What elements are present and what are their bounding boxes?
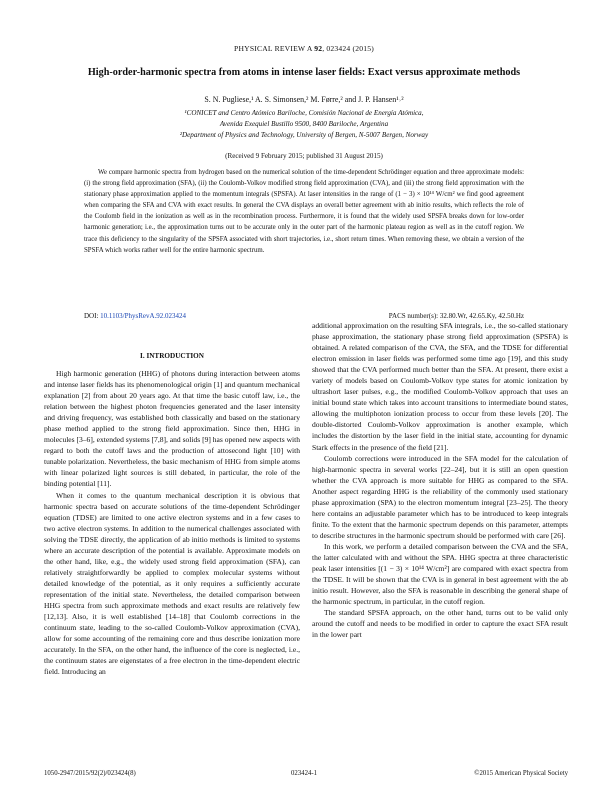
paragraph: When it comes to the quantum mechanical description it is obvious that harmonic spectra based on accurate solutions of the time-dependent Schrödinger equation (TDSE) are limited to one active electron systems and in a few cases to two active electron systems. In addition to the numerical challenges associated with solving the TDSE directly, the application of ab initio methods is limited to systems where an accurate description of the potential is available. Approximate models on the other hand, like, e.g., the widely used strong field approximation (SFA), can relatively straightforwardly be applied to complex molecular systems without detailed knowledge of the potential, as it only requires a sufficiently accurate representation of the initial state. Nevertheless, the detailed comparison between HHG spectra from such approximate methods and exact results are relatively few [12,13]. Also, it is well established [14–18] that Coulomb corrections in the continuum state, leading to the so-called Coulomb-Volkov approximation (CVA), allow for some accounting of the remaining core and thus describe ionization more accurately. In the SFA, on the other hand, the influence of the core is neglected, i.e., the continuum states are eigenstates of a free electron in the time-dependent electric field. Introducing an xyxy=(44,490,300,677)
affiliation-line-1: ¹CONICET and Centro Atómico Bariloche, Comisión Nacional de Energía Atómica, xyxy=(184,109,424,117)
abstract-text: We compare harmonic spectra from hydrogen based on the numerical solution of the time-dependent Schrödinger equation and three approximate models: (i) the strong field approximation (SFA), (ii) the Coulomb-Volkov modified strong field approximation (CVA), and (iii) the strong field approximation with the stationary phase approximation applied to the momentum integrals (SPSFA). At laser intensities in the range of (1 − 3) × 10¹⁴ W/cm² we find good agreement when comparing the SFA and CVA with exact results. In general the CVA displays an overall better agreement with ab initio results, which reflects the role of the Coulomb field in the ionization as well as in the recombination process. Furthermore, it is found that the widely used SPSFA breaks down for low-order harmonic generation; i.e., the approximation turns out to be accurate only in the outer part of the harmonic plateau region as well as in the cutoff region. We trace this deficiency to the singularity of the SPSFA associated with short trajectories, i.e., short return times. When removing these, we obtain a version of the SPSFA which works rather well for the entire harmonic spectrum. xyxy=(84,169,524,254)
affiliation-line-3: ²Department of Physics and Technology, University of Bergen, N-5007 Bergen, Norway xyxy=(179,131,429,139)
doi-link[interactable]: 10.1103/PhysRevA.92.023424 xyxy=(100,312,187,320)
doi-line xyxy=(84,312,524,320)
affiliation-line-2: Avenida Exequiel Bustillo 9500, 8400 Bariloche, Argentina xyxy=(219,120,389,128)
received-dates: (Received 9 February 2015; published 31 August 2015) xyxy=(225,152,383,160)
paragraph: In this work, we perform a detailed comparison between the CVA and the SFA, the latter calculated with and without the SPA. HHG spectra at three characteristic peak laser intensities [(1 − 3) × 10¹⁴ W/cm²] are compared with exact spectra from the TDSE. It will be shown that the CVA is in general in best agreement with the ab initio result. However, also the SFA is reasonable in describing the general shape of the harmonic spectrum, in particular, in the cutoff region. xyxy=(312,541,568,607)
abstract xyxy=(84,167,524,256)
journal-name: PHYSICAL REVIEW A xyxy=(234,44,315,53)
journal-header xyxy=(0,44,608,53)
journal-issue: , 023424 (2015) xyxy=(322,44,374,53)
footer-page-number: 023424-1 xyxy=(290,770,318,777)
pacs-numbers: PACS number(s): 32.80.Wr, 42.65.Ky, 42.50.Hz xyxy=(388,312,524,320)
right-column xyxy=(312,320,568,640)
section-heading: I. INTRODUCTION xyxy=(140,352,204,360)
paragraph: Coulomb corrections were introduced in the SFA model for the calculation of high-harmonic spectra in several works [22–24], but it is still an open question whether the CVA approach is more suitable for HHG as compared to the SFA. Another aspect regarding HHG is the reliability of the commonly used stationary phase approximation (SPA) to the electron momentum integral [23–25]. The theory here contains an adjustable parameter which has to be introduced to keep integrals finite. To the extent that the harmonic spectrum depends on this parameter, attempts to describe structures in the harmonic spectrum should be performed with care [26]. xyxy=(312,453,568,540)
footer-article-id: 1050-2947/2015/92(2)/023424(8) xyxy=(44,770,136,777)
paper-title: High-order-harmonic spectra from atoms in intense laser fields: Exact versus approximate methods xyxy=(87,67,521,78)
paragraph: The standard SPSFA approach, on the other hand, turns out to be valid only around the cutoff and needs to be modified in order to capture the exact SFA result in the lower part xyxy=(312,608,568,640)
doi-label: DOI: xyxy=(84,312,101,320)
paragraph: additional approximation on the resulting SFA integrals, i.e., the so-called stationary phase approximation, the stationary phase strong field approximation (SPSFA) is obtained. A related comparison of the CVA, the SFA, and the TDSE for differential electron emission in laser fields was performed some time ago [19], and this study showed that the CVA performed much better than the SFA. At present, there exist a variety of models based on Coulomb-Volkov type states for atomic ionization by ultrashort laser pulses, e.g., the modified Coulomb-Volkov approach that uses an initial bound state which takes into account transitions to intermediate bound states, allowing the multiphoton ionization process to occur from these levels [20]. The double-distorted Coulomb-Volkov approximation is another example, which includes the distortion by the laser field in the initial state, accounting for dynamic Stark effects in the presence of the field [21]. xyxy=(312,321,568,452)
author-list: S. N. Pugliese,¹ A. S. Simonsen,² M. Førre,² and J. P. Hansen¹˒² xyxy=(204,95,404,104)
paragraph: High harmonic generation (HHG) of photons during interaction between atoms and intense laser fields has its phenomenological origin [1] and quantum mechanical explanation [2] from about 20 years ago. At that time the basic cutoff law, i.e., the relation between the highest photon frequencies generated and the laser intensity and driving frequency, was established both classically and based on the stationary phase method applied to the strong field approximation. Since then, HHG in molecules [3–6], extended systems [7,8], and solids [9] has opened new aspects with regard to both the cutoff laws and the production of attosecond light [10] with tunable polarization. Nevertheless, the basic mechanism of HHG from simple atoms with linear polarized light sources is still debated, in particular, the role of the binding potential [11]. xyxy=(44,369,300,489)
left-column xyxy=(44,368,300,677)
journal-volume: 92 xyxy=(314,44,323,53)
footer-copyright: ©2015 American Physical Society xyxy=(474,770,568,777)
